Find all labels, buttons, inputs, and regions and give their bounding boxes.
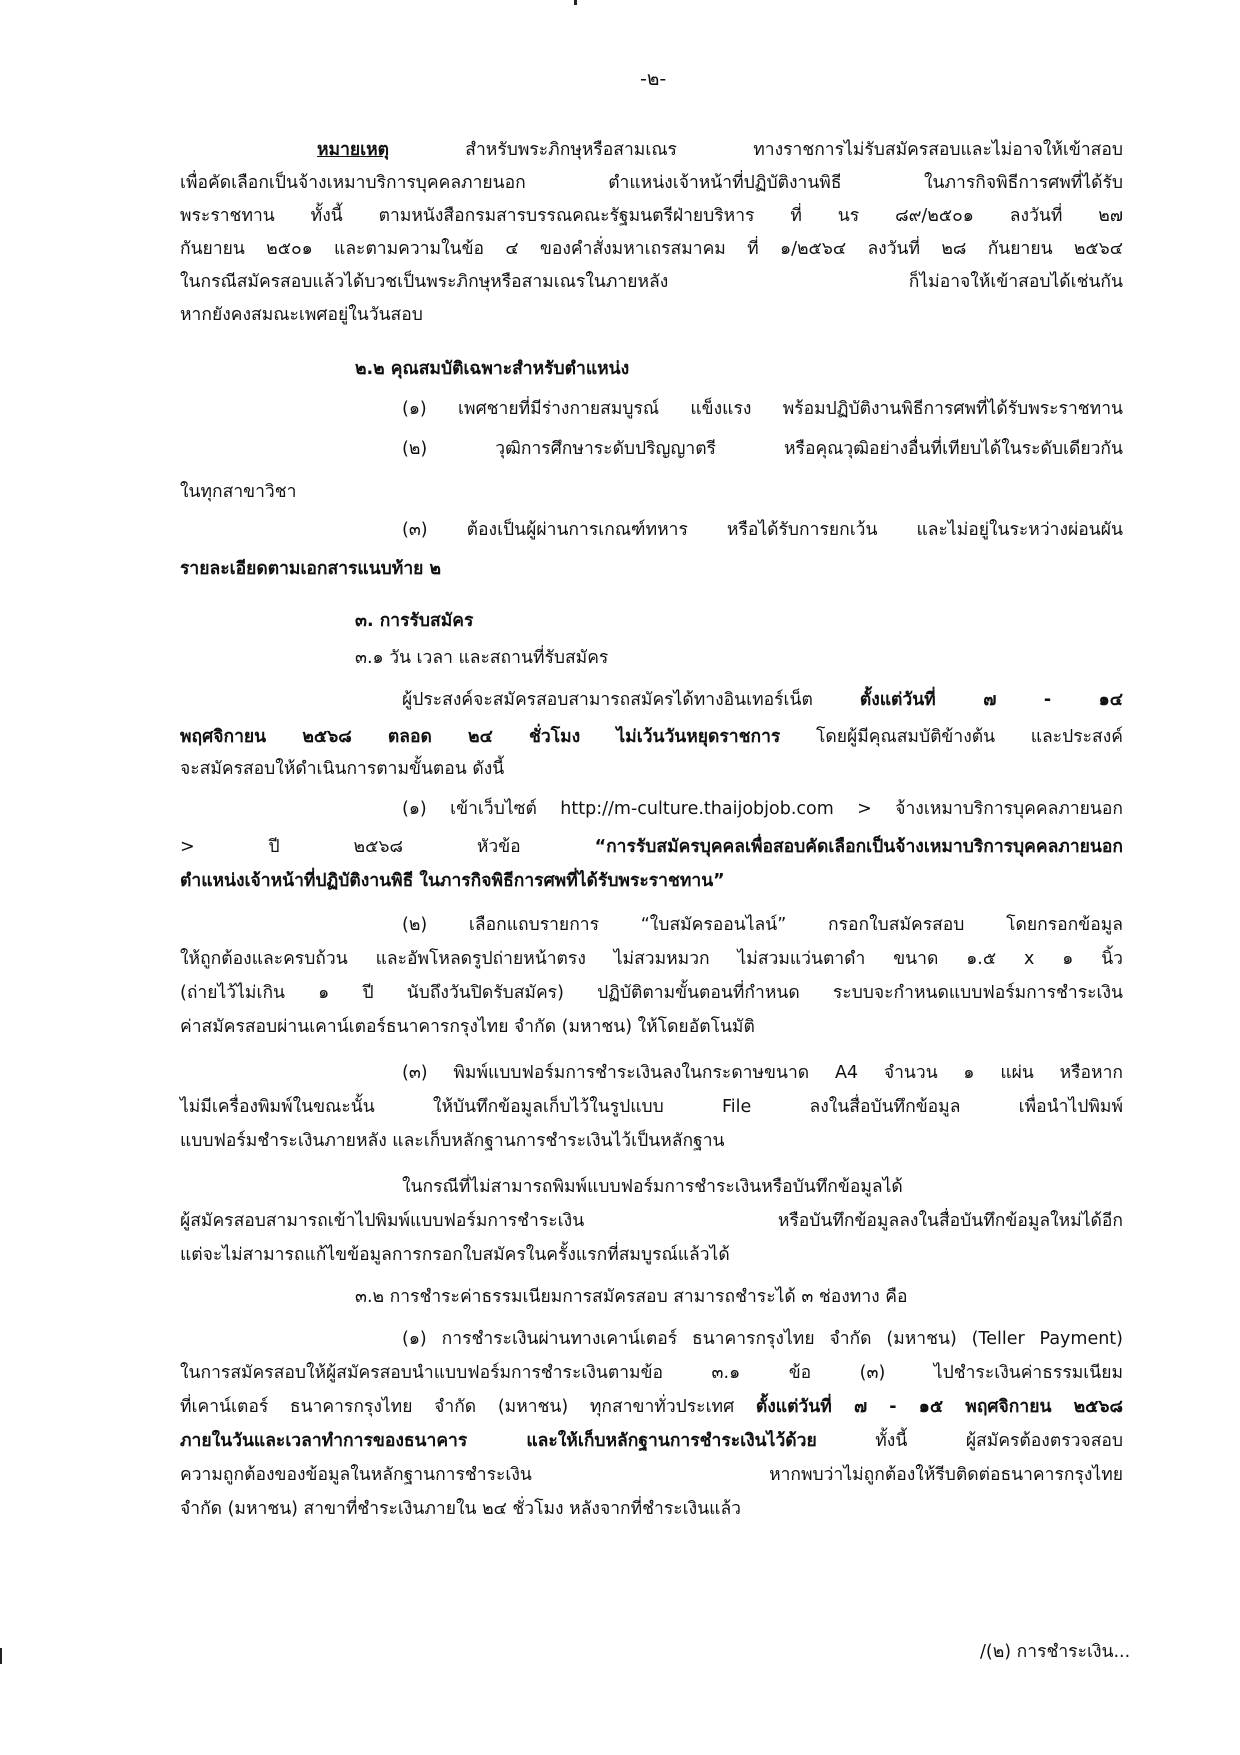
application-line-3 — [180, 757, 504, 781]
text-run: (๒) เลือกแถบรายการ “ใบสมัครออนไลน์” กรอกใบสมัครสอบ โดยกรอกข้อมูล — [402, 915, 1123, 935]
text-run: ความถูกต้องของข้อมูลในหลักฐานการชำระเงิน หากพบว่าไม่ถูกต้องให้รีบติดต่อธนาคารกรุงไทย — [180, 1465, 1123, 1485]
text-run: (๓) พิมพ์แบบฟอร์มการชำระเงินลงในกระดาษขนาด A4 จำนวน ๑ แผ่น หรือหาก — [402, 1063, 1123, 1083]
text-run: (ถ่ายไว้ไม่เกิน ๑ ปี นับถึงวันปิดรับสมัคร) ปฏิบัติตามขั้นตอนที่กำหนด ระบบจะกำหนดแบบฟอร์มการชำระเงิน — [180, 983, 1123, 1003]
emphasized-text: ตั้งแต่วันที่ ๗ - ๑๔ — [859, 690, 1124, 710]
reprint-line-3 — [180, 1243, 730, 1267]
step-3-line-3 — [180, 1129, 725, 1153]
reprint-line-1 — [402, 1175, 1123, 1199]
scan-mark-left — [0, 1648, 2, 1664]
payment-line-4 — [180, 1429, 1123, 1453]
text-run: ไม่มีเครื่องพิมพ์ในขณะนั้น ให้บันทึกข้อมูลเก็บไว้ในรูปแบบ File ลงในสื่อบันทึกข้อมูล เพื่อนำไปพิมพ์ — [180, 1097, 1123, 1117]
text-run: สำหรับพระภิกษุหรือสามเณร ทางราชการไม่รับสมัครสอบและไม่อาจให้เข้าสอบ — [389, 140, 1123, 160]
text-run: ในกรณีที่ไม่สามารถพิมพ์แบบฟอร์มการชำระเงินหรือบันทึกข้อมูลได้ — [402, 1177, 903, 1197]
payment-line-6 — [180, 1497, 741, 1521]
text-run: ในกรณีสมัครสอบแล้วได้บวชเป็นพระภิกษุหรือสามเณรในภายหลัง ก็ไม่อาจให้เข้าสอบได้เช่นกัน — [180, 272, 1123, 292]
text-run: กันยายน ๒๕๐๑ และตามความในข้อ ๔ ของคำสั่งมหาเถรสมาคม ที่ ๑/๒๕๖๔ ลงวันที่ ๒๘ กันยายน ๒๕๖๔ — [180, 239, 1123, 259]
note-line-3 — [180, 204, 1123, 228]
note-line-4 — [180, 237, 1123, 261]
step-2-line-2 — [180, 947, 1123, 971]
application-line-1 — [402, 688, 1123, 712]
text-run: แต่จะไม่สามารถแก้ไขข้อมูลการกรอกใบสมัครในครั้งแรกที่สมบูรณ์แล้วได้ — [180, 1245, 730, 1265]
qualification-3 — [402, 518, 1123, 542]
attachment-reference — [180, 557, 441, 581]
text-run: โดยผู้มีคุณสมบัติข้างต้น และประสงค์ — [780, 727, 1123, 747]
text-run: จะสมัครสอบให้ดำเนินการตามขั้นตอน ดังนี้ — [180, 759, 505, 779]
payment-line-2 — [180, 1361, 1123, 1385]
emphasized-text: ๓. การรับสมัคร — [355, 611, 474, 631]
scan-mark-top — [574, 0, 577, 5]
step-2-line-1 — [402, 913, 1123, 937]
text-run: > ปี ๒๕๖๘ หัวข้อ — [180, 837, 595, 857]
text-run: (๓) ต้องเป็นผู้ผ่านการเกณฑ์ทหาร หรือได้รับการยกเว้น และไม่อยู่ในระหว่างผ่อนผัน — [402, 520, 1123, 540]
text-run: เพื่อคัดเลือกเป็นจ้างเหมาบริการบุคคลภายนอก ตำแหน่งเจ้าหน้าที่ปฏิบัติงานพิธี ในภารกิจพิธีการศพที่ได้รับ — [180, 173, 1123, 193]
emphasized-text: “การรับสมัครบุคคลเพื่อสอบคัดเลือกเป็นจ้างเหมาบริการบุคคลภายนอก — [594, 837, 1123, 857]
note-line-2 — [180, 171, 1123, 195]
emphasized-text: ภายในวันและเวลาทำการของธนาคาร และให้เก็บหลักฐานการชำระเงินไว้ด้วย — [180, 1431, 817, 1451]
text-run: จำกัด (มหาชน) สาขาที่ชำระเงินภายใน ๒๔ ชั่วโมง หลังจากที่ชำระเงินแล้ว — [180, 1499, 741, 1519]
section-3-2-heading — [355, 1285, 907, 1309]
text-run: ทั้งนี้ ผู้สมัครต้องตรวจสอบ — [816, 1431, 1123, 1451]
section-2-2-heading — [355, 357, 629, 381]
note-line-6 — [180, 303, 423, 327]
emphasized-text: ๒.๒ คุณสมบัติเฉพาะสำหรับตำแหน่ง — [355, 359, 630, 379]
text-run: (๑) เพศชายที่มีร่างกายสมบูรณ์ แข็งแรง พร้อมปฏิบัติงานพิธีการศพที่ได้รับพระราชทาน — [402, 399, 1123, 419]
text-run: ในการสมัครสอบให้ผู้สมัครสอบนำแบบฟอร์มการชำระเงินตามข้อ ๓.๑ ข้อ (๓) ไปชำระเงินค่าธรรมเนียม — [180, 1363, 1123, 1383]
note-line-5 — [180, 270, 1123, 294]
qualification-2-cont — [180, 480, 296, 504]
step-1-line-3 — [180, 869, 725, 893]
application-line-2 — [180, 725, 1123, 749]
emphasized-text: หมายเหตุ — [317, 140, 390, 160]
text-run: หากยังคงสมณะเพศอยู่ในวันสอบ — [180, 305, 423, 325]
text-run: (๑) การชำระเงินผ่านทางเคาน์เตอร์ ธนาคารกรุงไทย จำกัด (มหาชน) (Teller Payment) — [402, 1329, 1123, 1349]
step-2-line-3 — [180, 981, 1123, 1005]
text-run: ในทุกสาขาวิชา — [180, 482, 297, 502]
text-run: ผู้ประสงค์จะสมัครสอบสามารถสมัครได้ทางอินเทอร์เน็ต — [402, 690, 860, 710]
emphasized-text: รายละเอียดตามเอกสารแนบท้าย ๒ — [180, 559, 442, 579]
text-run: พระราชทาน ทั้งนี้ ตามหนังสือกรมสารบรรณคณะรัฐมนตรีฝ่ายบริหาร ที่ นร ๘๙/๒๕๐๑ ลงวันที่ ๒๗ — [180, 206, 1123, 226]
step-1-line-1 — [402, 797, 1123, 821]
step-1-line-2 — [180, 835, 1123, 859]
reprint-line-2 — [180, 1209, 1123, 1233]
text-run: ให้ถูกต้องและครบถ้วน และอัพโหลดรูปถ่ายหน้าตรง ไม่สวมหมวก ไม่สวมแว่นตาดำ ขนาด ๑.๕ x ๑ นิ้ว — [180, 949, 1123, 969]
payment-line-3 — [180, 1395, 1123, 1419]
section-3-1-heading — [355, 646, 608, 670]
emphasized-text: ตั้งแต่วันที่ ๗ - ๑๕ พฤศจิกายน ๒๕๖๘ — [755, 1397, 1124, 1417]
emphasized-text: พฤศจิกายน ๒๕๖๘ ตลอด ๒๔ ชั่วโมง ไม่เว้นวันหยุดราชการ — [180, 727, 781, 747]
section-3-heading — [355, 609, 473, 633]
qualification-1 — [402, 397, 1123, 421]
payment-line-1 — [402, 1327, 1123, 1351]
text-run: ที่เคาน์เตอร์ ธนาคารกรุงไทย จำกัด (มหาชน) ทุกสาขาทั่วประเทศ — [180, 1397, 756, 1417]
text-run: ๓.๒ การชำระค่าธรรมเนียมการสมัครสอบ สามารถชำระได้ ๓ ช่องทาง คือ — [355, 1287, 908, 1307]
note-line-1 — [317, 138, 1123, 162]
text-run: แบบฟอร์มชำระเงินภายหลัง และเก็บหลักฐานการชำระเงินไว้เป็นหลักฐาน — [180, 1131, 725, 1151]
text-run: ค่าสมัครสอบผ่านเคาน์เตอร์ธนาคารกรุงไทย จำกัด (มหาชน) ให้โดยอัตโนมัติ — [180, 1017, 755, 1037]
continuation-note — [980, 1640, 1130, 1664]
emphasized-text: ตำแหน่งเจ้าหน้าที่ปฏิบัติงานพิธี ในภารกิจพิธีการศพที่ได้รับพระราชทาน” — [180, 871, 725, 891]
text-run: ๓.๑ วัน เวลา และสถานที่รับสมัคร — [355, 648, 609, 668]
step-2-line-4 — [180, 1015, 755, 1039]
payment-line-5 — [180, 1463, 1123, 1487]
text-run: (๒) วุฒิการศึกษาระดับปริญญาตรี หรือคุณวุฒิอย่างอื่นที่เทียบได้ในระดับเดียวกัน — [402, 439, 1123, 459]
step-3-line-1 — [402, 1061, 1123, 1085]
text-run: /(๒) การชำระเงิน... — [980, 1642, 1131, 1662]
text-run: ผู้สมัครสอบสามารถเข้าไปพิมพ์แบบฟอร์มการชำระเงิน หรือบันทึกข้อมูลลงในสื่อบันทึกข้อมูลใหม่ได้อีก — [180, 1211, 1123, 1231]
page-number: -๒- — [640, 68, 667, 90]
qualification-2 — [402, 437, 1123, 461]
step-3-line-2 — [180, 1095, 1123, 1119]
text-run: (๑) เข้าเว็บไซต์ http://m-culture.thaijobjob.com > จ้างเหมาบริการบุคคลภายนอก — [402, 799, 1123, 819]
